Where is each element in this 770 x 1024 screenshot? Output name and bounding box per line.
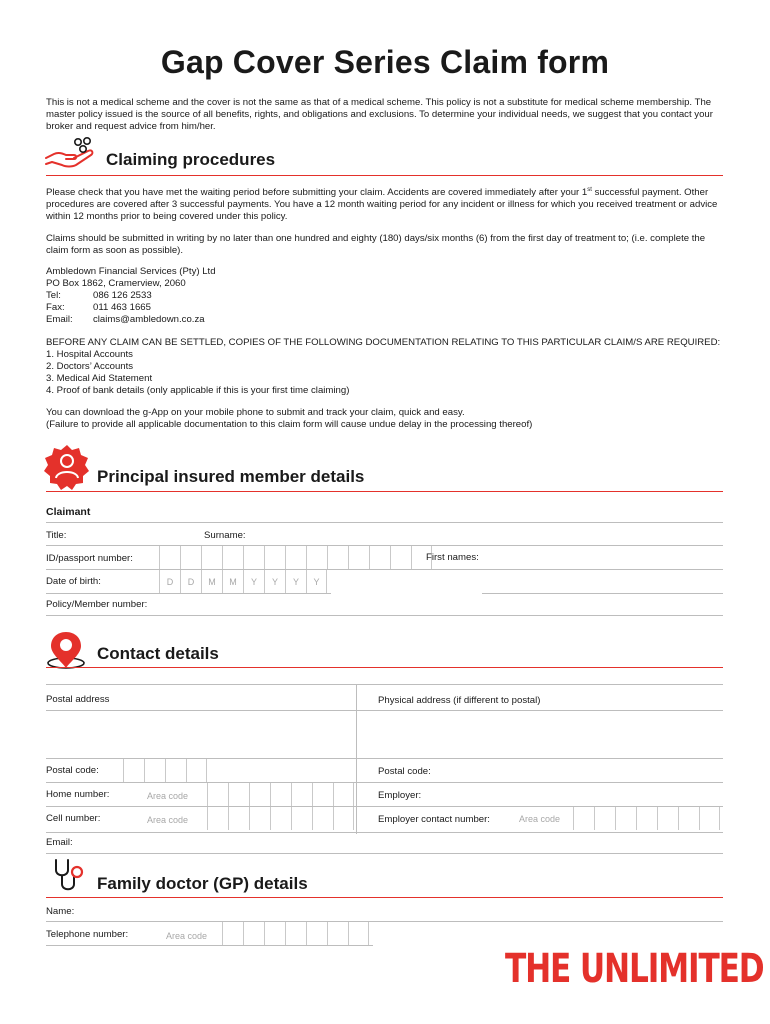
app-block — [46, 407, 726, 431]
home-number-label: Home number: — [46, 789, 110, 800]
field-rule — [46, 782, 723, 783]
intro-text: This is not a medical scheme and the cover is not the same as that of a medical scheme. This policy is not a substitute for medical scheme membership. The master policy issued is the source of all benefits, rights, and obligations and exclusions. To determine your individual needs, we suggest that you contact your broker and request advice from him/her. — [46, 97, 713, 132]
dob-box[interactable]: M — [222, 570, 243, 593]
dob-label: Date of birth: — [46, 576, 101, 587]
doc-item: 4. Proof of bank details (only applicable if this is your first time claiming) — [46, 385, 350, 396]
claimant-heading: Claimant — [46, 506, 91, 518]
po-box: PO Box 1862, Cramerview, 2060 — [46, 278, 186, 289]
employer-label: Employer: — [378, 790, 422, 801]
doc-item: 1. Hospital Accounts — [46, 349, 133, 360]
email-field-label: Email: — [46, 837, 73, 848]
employer-contact-label: Employer contact number: — [378, 814, 490, 825]
the-unlimited-logo: THE UNLIMITED — [505, 946, 764, 992]
employer-contact-input[interactable] — [573, 807, 720, 830]
submission-deadline-text: Claims should be submitted in writing by no later than one hundred and eighty (180) days/six months (6) from the first day of treatment to; (i.e. complete the claim form as soon as possible). — [46, 233, 706, 256]
hand-coins-icon — [44, 137, 96, 171]
cell-number-input[interactable] — [207, 807, 354, 830]
dob-box[interactable]: D — [180, 570, 201, 593]
doctor-name-label: Name: — [46, 906, 75, 917]
field-rule — [46, 853, 723, 854]
physical-address-label: Physical address (if different to postal) — [378, 695, 541, 706]
field-rule — [46, 684, 723, 685]
home-number-input[interactable] — [207, 783, 354, 806]
field-rule — [46, 569, 723, 570]
field-rule — [46, 615, 723, 616]
physical-postal-code-label: Postal code: — [378, 766, 431, 777]
postal-code-label: Postal code: — [46, 765, 99, 776]
waiting-period-text: Please check that you have met the waiting period before submitting your claim. Accidents are covered immediately after your 1st successful payment. Other procedures are covered after 3 successful payments. You have a 12 month waiting period for any incident or illness for which you received treatment or advice within 12 months prior to being covered under this policy. — [46, 187, 718, 223]
field-rule — [46, 945, 373, 946]
company-name: Ambledown Financial Services (Pty) Ltd — [46, 266, 216, 277]
field-rule — [482, 593, 723, 594]
dob-box[interactable]: Y — [306, 570, 327, 593]
address-block — [46, 266, 726, 326]
section-divider — [46, 175, 723, 176]
tel-value: 086 126 2533 — [93, 290, 152, 301]
claiming-procedures-heading: Claiming procedures — [106, 150, 276, 169]
cell-area-code-placeholder: Area code — [147, 815, 189, 825]
documentation-heading: BEFORE ANY CLAIM CAN BE SETTLED, COPIES OF THE FOLLOWING DOCUMENTATION RELATING TO THIS PARTICULAR CLAIM/S ARE REQUIRED: — [46, 337, 721, 348]
family-doctor-heading: Family doctor (GP) details — [97, 874, 308, 893]
section-divider — [46, 491, 723, 492]
section-divider — [46, 667, 723, 668]
dob-box[interactable]: D — [159, 570, 180, 593]
employer-area-code-placeholder: Area code — [519, 814, 561, 824]
email-link[interactable]: claims@ambledown.co.za — [93, 314, 205, 325]
doctor-telephone-label: Telephone number: — [46, 929, 129, 940]
doc-item: 3. Medical Aid Statement — [46, 373, 153, 384]
dob-box[interactable]: Y — [264, 570, 285, 593]
doc-item: 2. Doctors’ Accounts — [46, 361, 134, 372]
home-area-code-placeholder: Area code — [147, 791, 189, 801]
column-divider — [356, 684, 357, 834]
title-label: Title: — [46, 530, 67, 541]
dob-box[interactable]: M — [201, 570, 222, 593]
section-divider — [46, 897, 723, 898]
failure-note: (Failure to provide all applicable documentation to this claim form will cause undue delay in the processing thereof) — [46, 419, 533, 430]
person-badge-icon — [44, 444, 90, 490]
location-pin-icon — [44, 630, 90, 670]
field-rule — [46, 921, 723, 922]
postal-code-input[interactable] — [123, 759, 207, 782]
field-rule — [46, 522, 723, 523]
policy-number-label: Policy/Member number: — [46, 599, 148, 610]
doctor-telephone-input[interactable] — [222, 922, 369, 945]
surname-label: Surname: — [204, 530, 246, 541]
field-rule — [46, 593, 331, 594]
stethoscope-icon — [52, 858, 88, 894]
cell-number-label: Cell number: — [46, 813, 101, 824]
field-rule — [46, 832, 723, 833]
field-rule — [46, 710, 356, 711]
dob-box[interactable]: Y — [285, 570, 306, 593]
email-label: Email: — [46, 314, 73, 325]
fax-value: 011 463 1665 — [93, 302, 151, 313]
first-names-label: First names: — [426, 552, 479, 563]
tel-label: Tel: — [46, 290, 61, 301]
principal-member-heading: Principal insured member details — [97, 467, 365, 486]
g-app-text: You can download the g-App on your mobile phone to submit and track your claim, quick and easy. — [46, 407, 465, 418]
id-passport-input[interactable] — [159, 546, 432, 569]
id-passport-label: ID/passport number: — [46, 553, 133, 564]
field-rule — [357, 710, 723, 711]
postal-address-label: Postal address — [46, 694, 110, 705]
fax-label: Fax: — [46, 302, 65, 313]
form-title: Gap Cover Series Claim form — [160, 44, 610, 80]
contact-details-heading: Contact details — [97, 644, 219, 663]
doctor-area-code-placeholder: Area code — [166, 931, 208, 941]
documentation-block — [46, 337, 726, 397]
dob-input[interactable] — [159, 570, 327, 593]
dob-box[interactable]: Y — [243, 570, 264, 593]
